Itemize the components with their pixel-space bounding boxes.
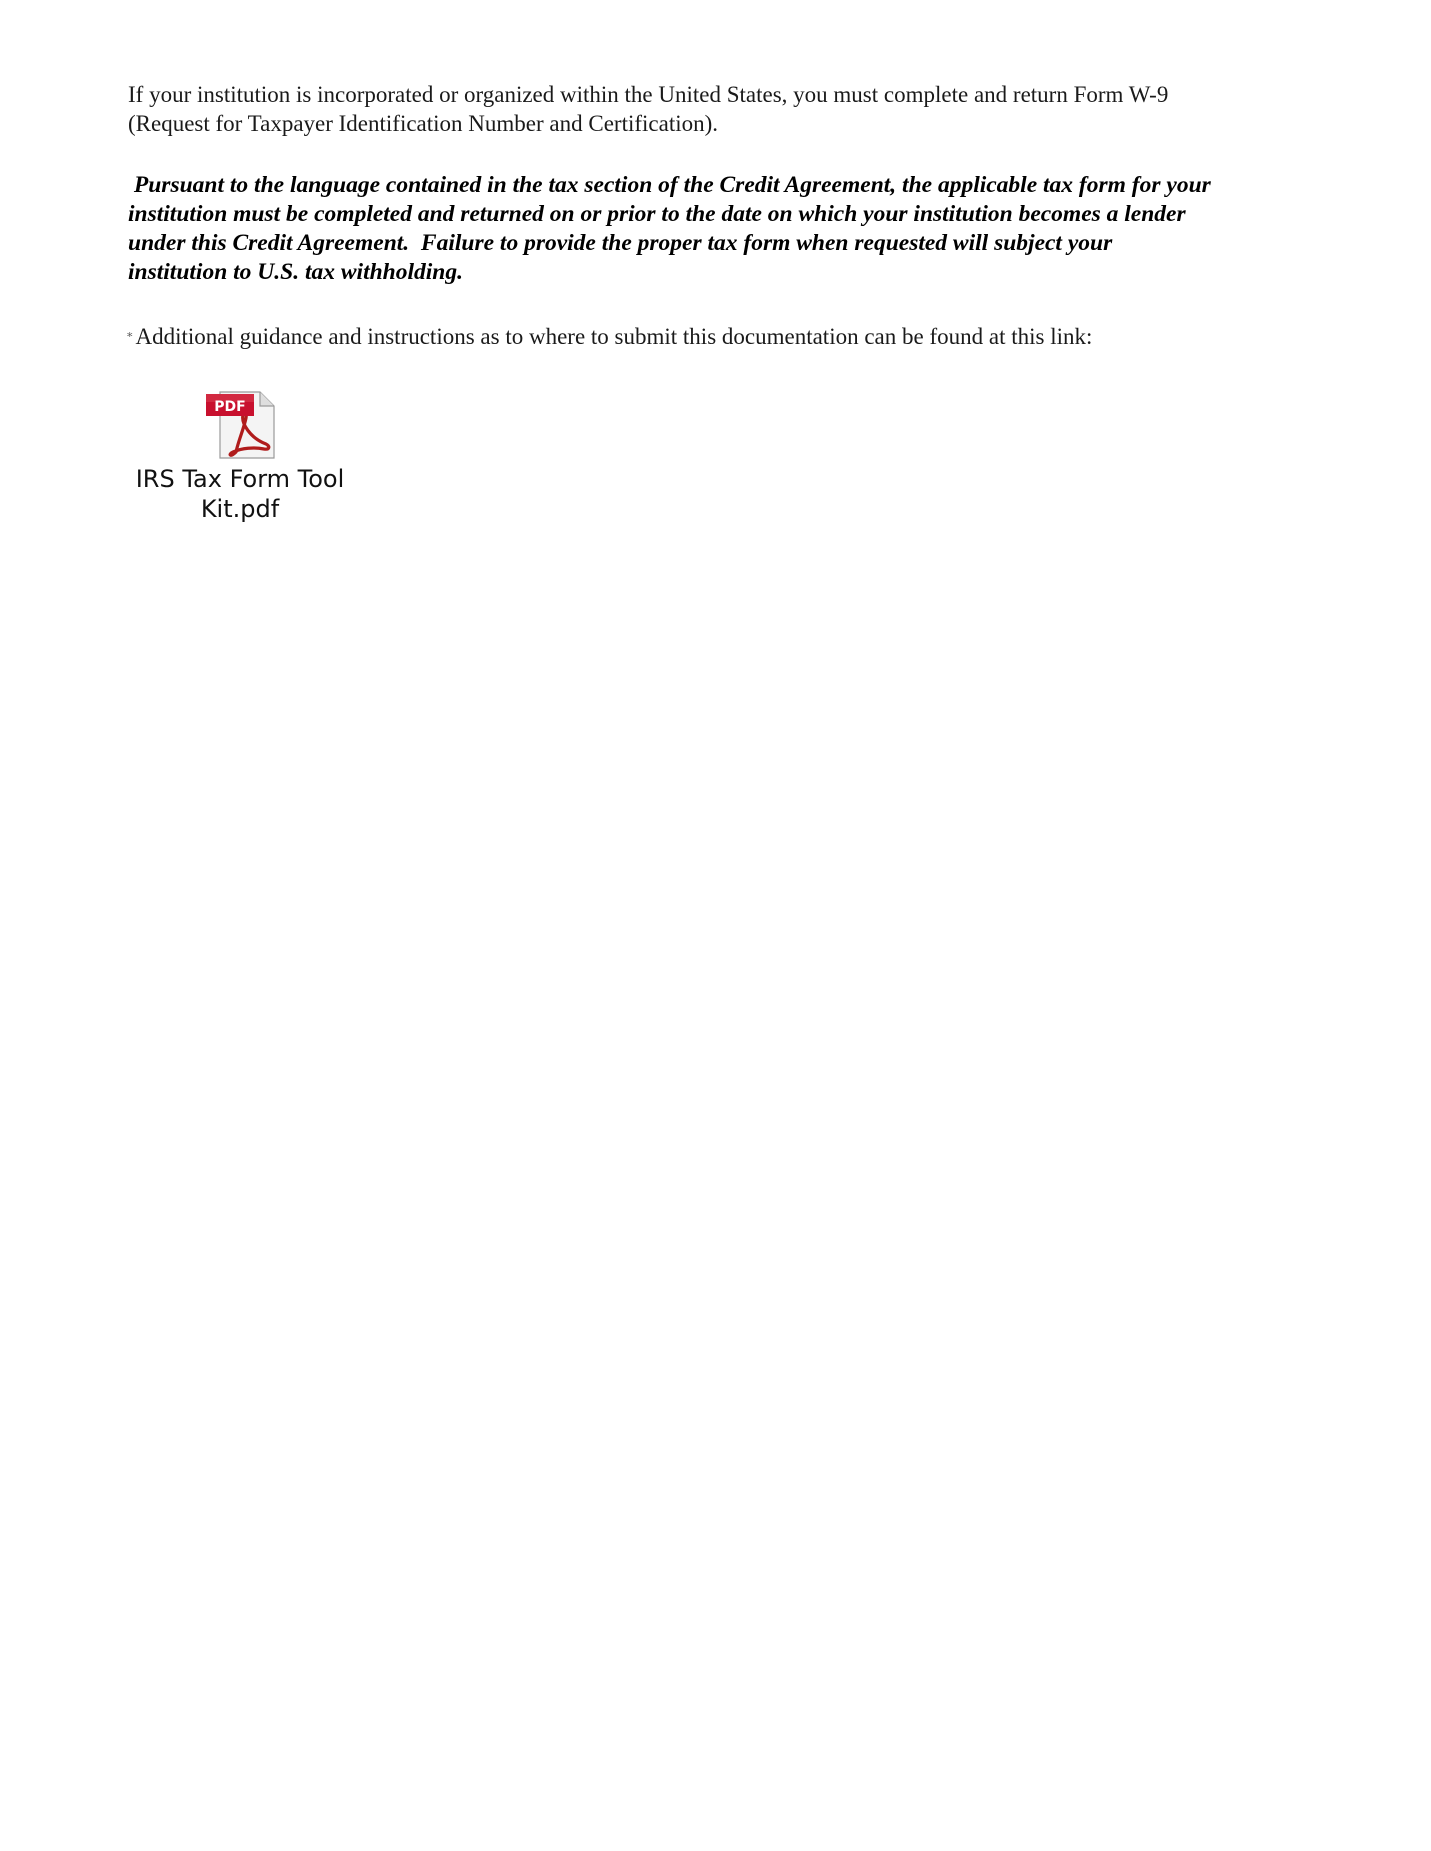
notice-line: institution must be completed and returned on or prior to the date on which your institution becomes a lender — [128, 201, 1186, 227]
intro-paragraph — [128, 80, 1328, 138]
asterisk-marker: ∗ — [126, 329, 134, 341]
attachment-filename — [130, 464, 350, 524]
notice-line: Pursuant to the language contained in the tax section of the Credit Agreement, the applicable tax form for your — [128, 172, 1211, 198]
guidance-text: Additional guidance and instructions as to where to submit this documentation can be found at this link: — [135, 324, 1093, 349]
pdf-attachment-link[interactable] — [130, 388, 350, 524]
tax-withholding-notice — [128, 171, 1348, 287]
intro-line: (Request for Taxpayer Identification Number and Certification). — [128, 111, 719, 136]
notice-line: institution to U.S. tax withholding. — [128, 259, 464, 285]
pdf-file-icon — [200, 388, 280, 460]
intro-line: If your institution is incorporated or organized within the United States, you must complete and return Form W-9 — [128, 82, 1169, 107]
pdf-badge-label: PDF — [214, 399, 246, 415]
guidance-paragraph — [126, 321, 1346, 351]
notice-line: under this Credit Agreement. Failure to provide the proper tax form when requested will subject your — [128, 230, 1113, 256]
filename-line: IRS Tax Form Tool — [135, 465, 345, 493]
filename-line: Kit.pdf — [200, 495, 280, 523]
